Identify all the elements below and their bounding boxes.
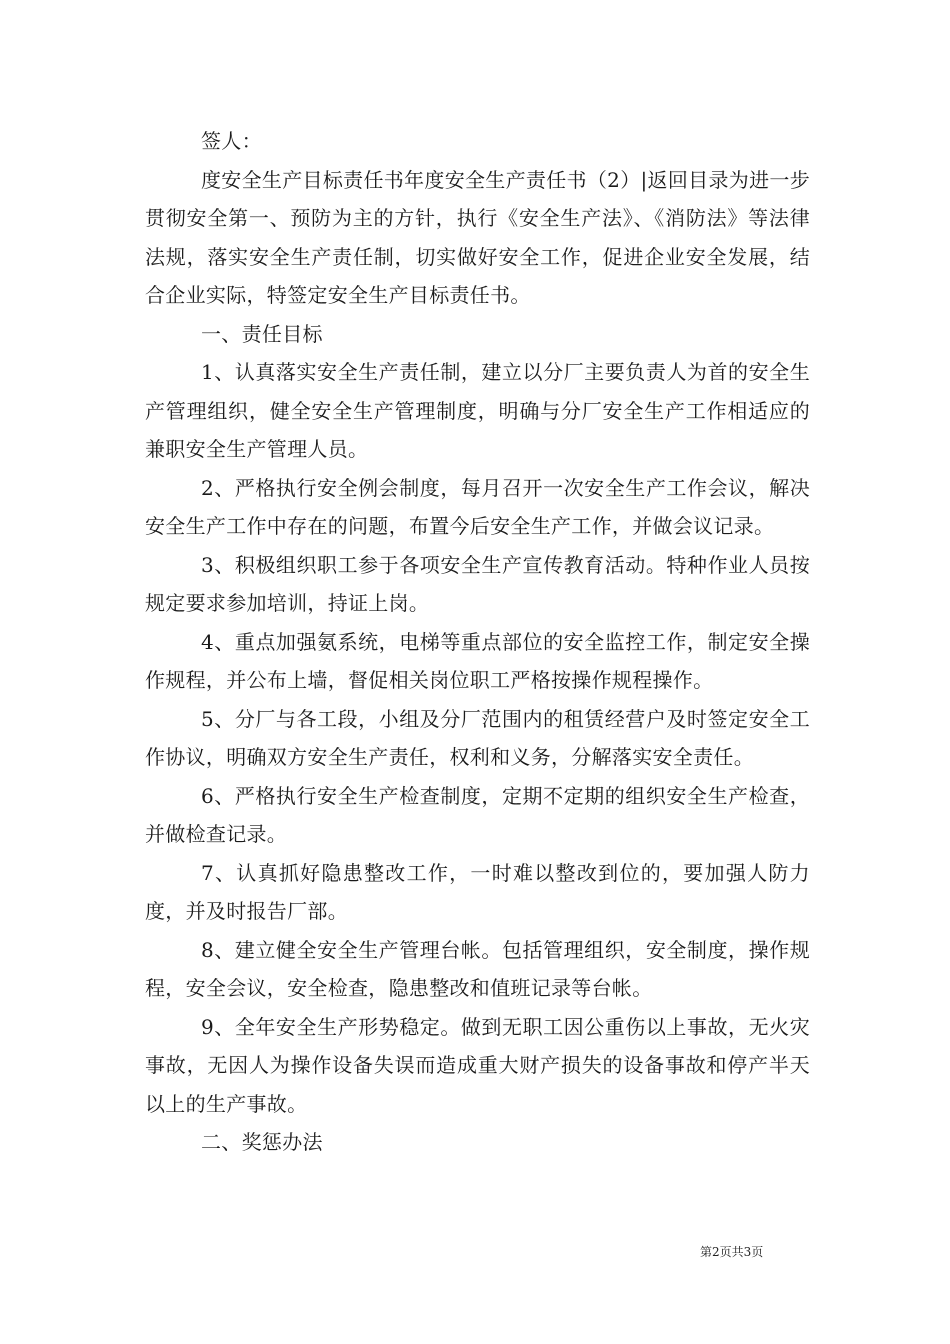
goal-item-6: 6、严格执行安全生产检查制度，定期不定期的组织安全生产检查，并做检查记录。 [145,783,810,846]
goal-item-3: 3、积极组织职工参于各项安全生产宣传教育活动。特种作业人员按规定要求参加培训，持证上岗。 [145,552,810,615]
paragraph-intro: 度安全生产目标责任书年度安全生产责任书（2）|返回目录为进一步贯彻安全第一、预防为主的方针，执行《安全生产法》、《消防法》等法律法规，落实安全生产责任制，切实做好安全工作，促进企业安全发展，结合企业实际，特签定安全生产目标责任书。 [145,167,810,307]
goal-item-1: 1、认真落实安全生产责任制，建立以分厂主要负责人为首的安全生产管理组织，健全安全生产管理制度，明确与分厂安全生产工作相适应的兼职安全生产管理人员。 [145,360,810,461]
goal-item-5: 5、分厂与各工段，小组及分厂范围内的租赁经营户及时签定安全工作协议，明确双方安全生产责任，权利和义务，分解落实安全责任。 [145,706,810,769]
goal-item-8: 8、建立健全安全生产管理台帐。包括管理组织，安全制度，操作规程，安全会议，安全检查，隐患整改和值班记录等台帐。 [145,937,810,1000]
section-heading-rewards: 二、奖惩办法 [201,1130,323,1154]
page-indicator: 第2页共3页 [700,1245,764,1259]
goal-item-4: 4、重点加强氨系统，电梯等重点部位的安全监控工作，制定安全操作规程，并公布上墙，督促相关岗位职工严格按操作规程操作。 [145,629,810,692]
goal-item-9: 9、全年安全生产形势稳定。做到无职工因公重伤以上事故，无火灾事故，无因人为操作设备失误而造成重大财产损失的设备事故和停产半天以上的生产事故。 [145,1014,810,1116]
paragraph-signature: 签人： [201,129,262,153]
document-body [145,122,810,1162]
section-heading-goals: 一、责任目标 [201,321,323,346]
goal-item-7: 7、认真抓好隐患整改工作，一时难以整改到位的，要加强人防力度，并及时报告厂部。 [145,860,810,923]
goal-item-2: 2、严格执行安全例会制度，每月召开一次安全生产工作会议，解决安全生产工作中存在的问题，布置今后安全生产工作，并做会议记录。 [145,475,810,538]
